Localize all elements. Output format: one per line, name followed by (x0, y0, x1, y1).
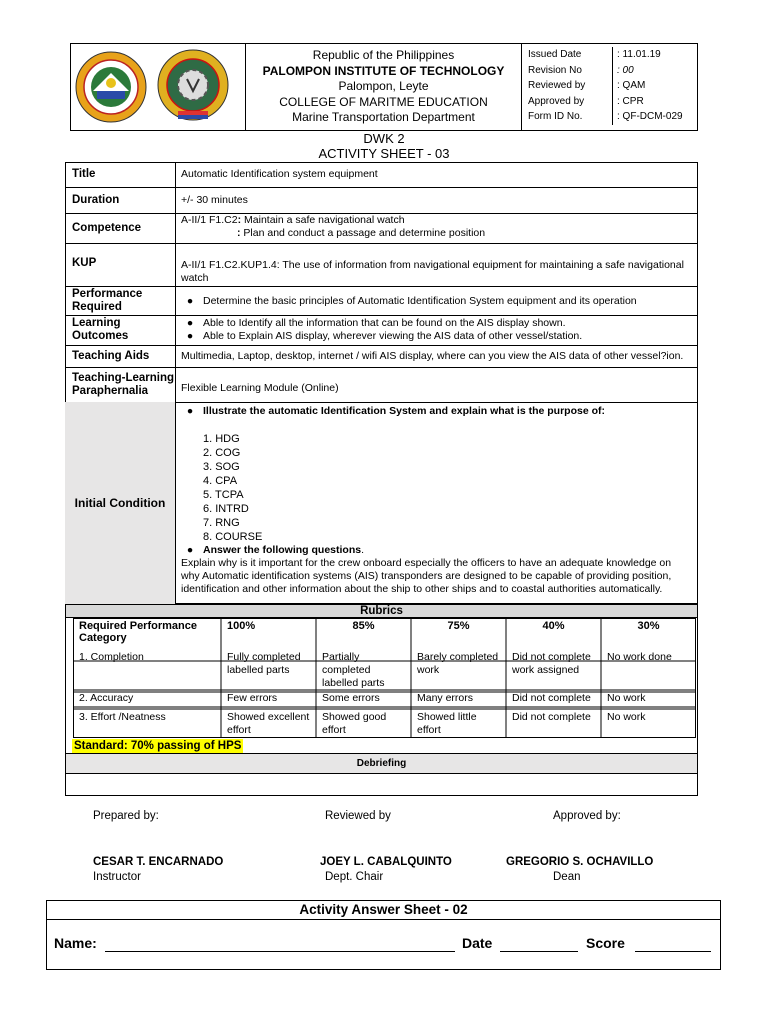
rubric-cell: Showed little effort (417, 711, 477, 736)
list-item: 7. RNG (203, 517, 240, 529)
institution-seals (70, 43, 246, 131)
list-item: 8. COURSE (203, 531, 263, 543)
institution-block (246, 43, 522, 131)
rubric-cell: Partially completed labelled parts (322, 651, 385, 689)
duration-value: +/- 30 minutes (181, 194, 248, 206)
title-label: Title (72, 168, 96, 180)
list-item: 3. SOG (203, 461, 240, 473)
rubric-header: 75% (447, 620, 470, 632)
list-item: 2. COG (203, 447, 241, 459)
prepared-by-label: Prepared by: (93, 810, 159, 822)
outcome-item: ● Able to Explain AIS display, wherever viewing the AIS data of other vessel/station. (186, 330, 583, 342)
college-name: COLLEGE OF MARITME EDUCATION (279, 94, 488, 109)
score-label: Score (586, 935, 625, 951)
date-label: Date (462, 935, 493, 951)
prepared-name: CESAR T. ENCARNADO (93, 856, 224, 868)
rubric-cell: 1. Completion (79, 651, 144, 663)
initial-condition-label: Initial Condition (65, 402, 175, 604)
kup-value: A-II/1 F1.C2.KUP1.4: The use of information from navigational equipment for maintaining a safe navigational watch (181, 259, 684, 284)
kup-label: KUP (72, 257, 97, 269)
rubric-cell: Showed excellent effort (227, 711, 310, 736)
approved-name: GREGORIO S. OCHAVILLO (506, 856, 654, 868)
rubric-cell: No work done (607, 651, 672, 663)
rubric-cell: Many errors (417, 692, 474, 704)
dwk-label: DWK 2 (363, 131, 405, 146)
meta-row: Reviewed by : QAM (522, 78, 698, 94)
list-item: 1. HDG (203, 433, 240, 445)
debriefing-title: Debriefing (65, 753, 698, 774)
rubric-cell: Did not complete (512, 711, 591, 723)
standard-note: Standard: 70% passing of HPS (74, 740, 242, 752)
rubric-header: 100% (227, 620, 256, 632)
name-field[interactable] (105, 951, 455, 952)
department-name: Marine Transportation Department (292, 110, 475, 124)
aids-label: Teaching Aids (72, 349, 150, 362)
rubric-header: 40% (542, 620, 565, 632)
duration-label: Duration (72, 193, 120, 206)
institute-name: PALOMPON INSTITUTE OF TECHNOLOGY (262, 63, 505, 78)
paraphernalia-value: Flexible Learning Module (Online) (181, 382, 339, 394)
rubric-cell: Showed good effort (322, 711, 387, 736)
task-2-question: Explain why is it important for the crew onboard especially the officers to have an adequate knowledge on why Automatic identification systems (AIS) transponders are designed to be capable of providing position, identification and other information about the ship to other ships and to coastal authorities automatically. (181, 557, 672, 595)
name-label: Name: (54, 935, 97, 951)
list-item: 5. TCPA (203, 489, 244, 501)
competence-label: Competence (72, 221, 142, 234)
meta-row: Issued Date : 11.01.19 (522, 47, 698, 63)
ais-items-list (181, 432, 692, 544)
rubrics-table (73, 618, 696, 738)
rubric-cell: Some errors (322, 692, 380, 704)
task-2: ● Answer the following questions. (186, 544, 365, 556)
aids-value: Multimedia, Laptop, desktop, internet / wifi AIS display, where can you view the AIS data of other vessel?ion. (181, 350, 684, 362)
rubric-cell: 3. Effort /Neatness (79, 711, 166, 723)
outcome-item: ● Able to Identify all the information that can be found on the AIS display shown. (186, 317, 566, 329)
list-item: 6. INTRD (203, 503, 249, 515)
rubric-cell: 2. Accuracy (79, 692, 134, 704)
performance-label: Performance Required (72, 287, 143, 313)
rubric-header: 30% (637, 620, 660, 632)
list-item: 4. CPA (203, 475, 238, 487)
reviewed-role: Dept. Chair (325, 871, 384, 883)
meta-row: Revision No : 00 (522, 63, 698, 79)
document-title (70, 131, 698, 161)
logos-cell (70, 43, 246, 131)
approved-role: Dean (553, 871, 581, 883)
rubric-cell: Barely completed work (417, 651, 499, 676)
republic-text: Republic of the Philippines (312, 48, 455, 62)
reviewed-name: JOEY L. CABALQUINTO (320, 856, 452, 868)
approved-by-label: Approved by: (553, 810, 621, 822)
rubric-cell: No work (607, 692, 646, 704)
competence-value: A-II/1 F1.C2: Maintain a safe navigational watch : Plan and conduct a passage and determine position (181, 214, 486, 239)
rubric-cell: Did not complete work assigned (512, 651, 591, 676)
initial-condition-value (175, 405, 698, 596)
performance-bullet: ● Determine the basic principles of Automatic Identification System equipment and its operation (186, 295, 637, 307)
score-field[interactable] (635, 951, 711, 952)
pit-seal-logo (76, 52, 146, 122)
task-1: ● Illustrate the automatic Identification System and explain what is the purpose of: (186, 405, 605, 417)
rubric-header: 85% (352, 620, 375, 632)
paraphernalia-label: Teaching-Learning Paraphernalia (72, 371, 175, 397)
rubric-cell: Few errors (227, 692, 278, 704)
outcomes-list (175, 317, 698, 343)
maritime-seal-logo (158, 50, 228, 120)
rubrics-title: Rubrics (65, 604, 698, 618)
document-meta (522, 43, 698, 131)
rubric-cell: No work (607, 711, 646, 723)
rubric-header: Required Performance Category (79, 620, 197, 644)
outcomes-label: Learning Outcomes (72, 317, 129, 342)
meta-row: Form ID No. : QF-DCM-029 (522, 109, 698, 125)
location-text: Palompon, Leyte (338, 79, 429, 93)
meta-row: Approved by : CPR (522, 94, 698, 110)
answer-sheet-title: Activity Answer Sheet - 02 (299, 902, 468, 917)
activity-sheet-label: ACTIVITY SHEET - 03 (318, 146, 450, 161)
reviewed-by-label: Reviewed by (325, 810, 391, 822)
rubric-cell: Did not complete (512, 692, 591, 704)
rubric-cell: Fully completed labelled parts (227, 651, 301, 676)
prepared-role: Instructor (93, 871, 141, 883)
date-field[interactable] (500, 951, 578, 952)
title-value: Automatic Identification system equipment (181, 168, 378, 180)
